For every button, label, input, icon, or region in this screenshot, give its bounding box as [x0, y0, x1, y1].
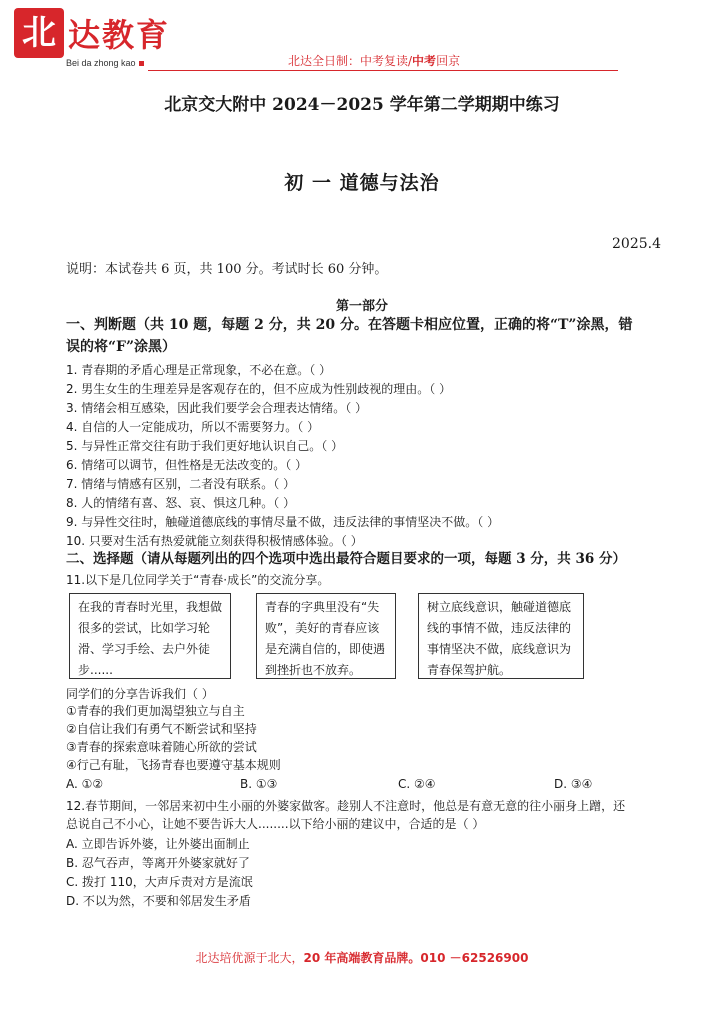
q11-statement-3: ③青春的探索意味着随心所欲的尝试	[66, 740, 257, 754]
header-ad-part3: 回京	[436, 54, 461, 68]
tf-item-4: 4. 自信的人一定能成功，所以不需要努力。（ ）	[66, 420, 320, 434]
q11-share-box-3: 树立底线意识，触碰道德底线的事情不做，违反法律的事情坚决不做，底线意识为青春保驾护航。	[418, 593, 584, 679]
q11-stem: 11.以下是几位同学关于“青春·成长”的交流分享。	[66, 573, 330, 587]
q12-stem-line2: 总说自己不小心，让她不要告诉大人........以下给小丽的建议中，合适的是（ ）	[66, 817, 485, 831]
brand-logo-text: 达教育	[68, 16, 171, 54]
header-divider	[148, 70, 618, 71]
footer-ad-part1: 北达培优源于北大，	[195, 951, 304, 965]
brand-logo-subtitle	[66, 58, 144, 68]
tf-item-3: 3. 情绪会相互感染，因此我们要学会合理表达情绪。（ ）	[66, 401, 368, 415]
q12-option-a: A. 立即告诉外婆，让外婆出面制止	[66, 837, 250, 851]
exam-date: 2025.4	[612, 236, 661, 252]
tf-item-10: 10. 只要对生活有热爱就能立刻获得积极情感体验。（ ）	[66, 534, 363, 548]
section1-heading	[66, 314, 666, 358]
q12-option-c: C. 拨打 110，大声斥责对方是流氓	[66, 875, 253, 889]
q11-share-box-1: 在我的青春时光里，我想做很多的尝试，比如学习轮滑、学习手绘、去户外徒步......	[69, 593, 231, 679]
q12-stem	[66, 797, 666, 833]
q11-option-a: A. ①②	[66, 777, 104, 791]
brand-logo-subtitle-text: Bei da zhong kao	[66, 58, 136, 68]
footer-ad	[0, 949, 724, 966]
tf-item-7: 7. 情绪与情感有区别，二者没有联系。（ ）	[66, 477, 296, 491]
tf-item-5: 5. 与异性正常交往有助于我们更好地认识自己。（ ）	[66, 439, 344, 453]
brand-dot-icon	[139, 61, 144, 66]
section1-heading-line2: 误的将“F”涂黑）	[66, 339, 177, 355]
exam-title: 北京交大附中 2024－2025 学年第二学期期中练习	[164, 95, 560, 115]
tf-item-1: 1. 青春期的矛盾心理是正常现象，不必在意。（ ）	[66, 363, 332, 377]
tf-item-2: 2. 男生女生的生理差异是客观存在的，但不应成为性别歧视的理由。（ ）	[66, 382, 452, 396]
brand-logo-mark: 北	[14, 8, 64, 58]
q11-statement-4: ④行己有耻，飞扬青春也要遵守基本规则	[66, 758, 281, 772]
part-heading: 第一部分	[335, 299, 388, 314]
q12-option-b: B. 忍气吞声，等离开外婆家就好了	[66, 856, 250, 870]
tf-item-8: 8. 人的情绪有喜、怒、哀、惧这几种。（ ）	[66, 496, 296, 510]
section1-heading-line1: 一、判断题（共 10 题，每题 2 分，共 20 分。在答题卡相应位置，正确的将“T”涂黑，错	[66, 317, 633, 333]
q11-statement-1: ①青春的我们更加渴望独立与自主	[66, 704, 245, 718]
q11-share-box-2: 青春的字典里没有“失败”，美好的青春应该是充满自信的，即使遇到挫折也不放弃。	[256, 593, 396, 679]
q11-prompt: 同学们的分享告诉我们（ ）	[66, 687, 214, 701]
footer-ad-part2: 20 年高端教育品牌。010 －62526900	[303, 951, 529, 965]
exam-subject: 初 一 道德与法治	[284, 172, 440, 194]
header-ad-part2: 中考	[412, 54, 437, 68]
q12-option-d: D. 不以为然，不要和邻居发生矛盾	[66, 894, 251, 908]
header-ad-part1: 北达全日制：中考复读/	[288, 54, 413, 68]
tf-item-6: 6. 情绪可以调节，但性格是无法改变的。（ ）	[66, 458, 308, 472]
header-ad	[288, 52, 460, 69]
section2-heading: 二、选择题（请从每题列出的四个选项中选出最符合题目要求的一项，每题 3 分，共 36 分）	[66, 551, 626, 567]
tf-item-9: 9. 与异性交往时，触碰道德底线的事情尽量不做，违反法律的事情坚决不做。（ ）	[66, 515, 500, 529]
q11-option-c: C. ②④	[398, 777, 436, 791]
exam-note: 说明：本试卷共 6 页，共 100 分。考试时长 60 分钟。	[66, 262, 388, 277]
q11-statement-2: ②自信让我们有勇气不断尝试和坚持	[66, 722, 257, 736]
q11-option-b: B. ①③	[240, 777, 278, 791]
q11-option-d: D. ③④	[554, 777, 593, 791]
q12-stem-line1: 12.春节期间，一邻居来初中生小丽的外婆家做客。趁别人不注意时，他总是有意无意的往小丽身上蹭，还	[66, 799, 626, 813]
